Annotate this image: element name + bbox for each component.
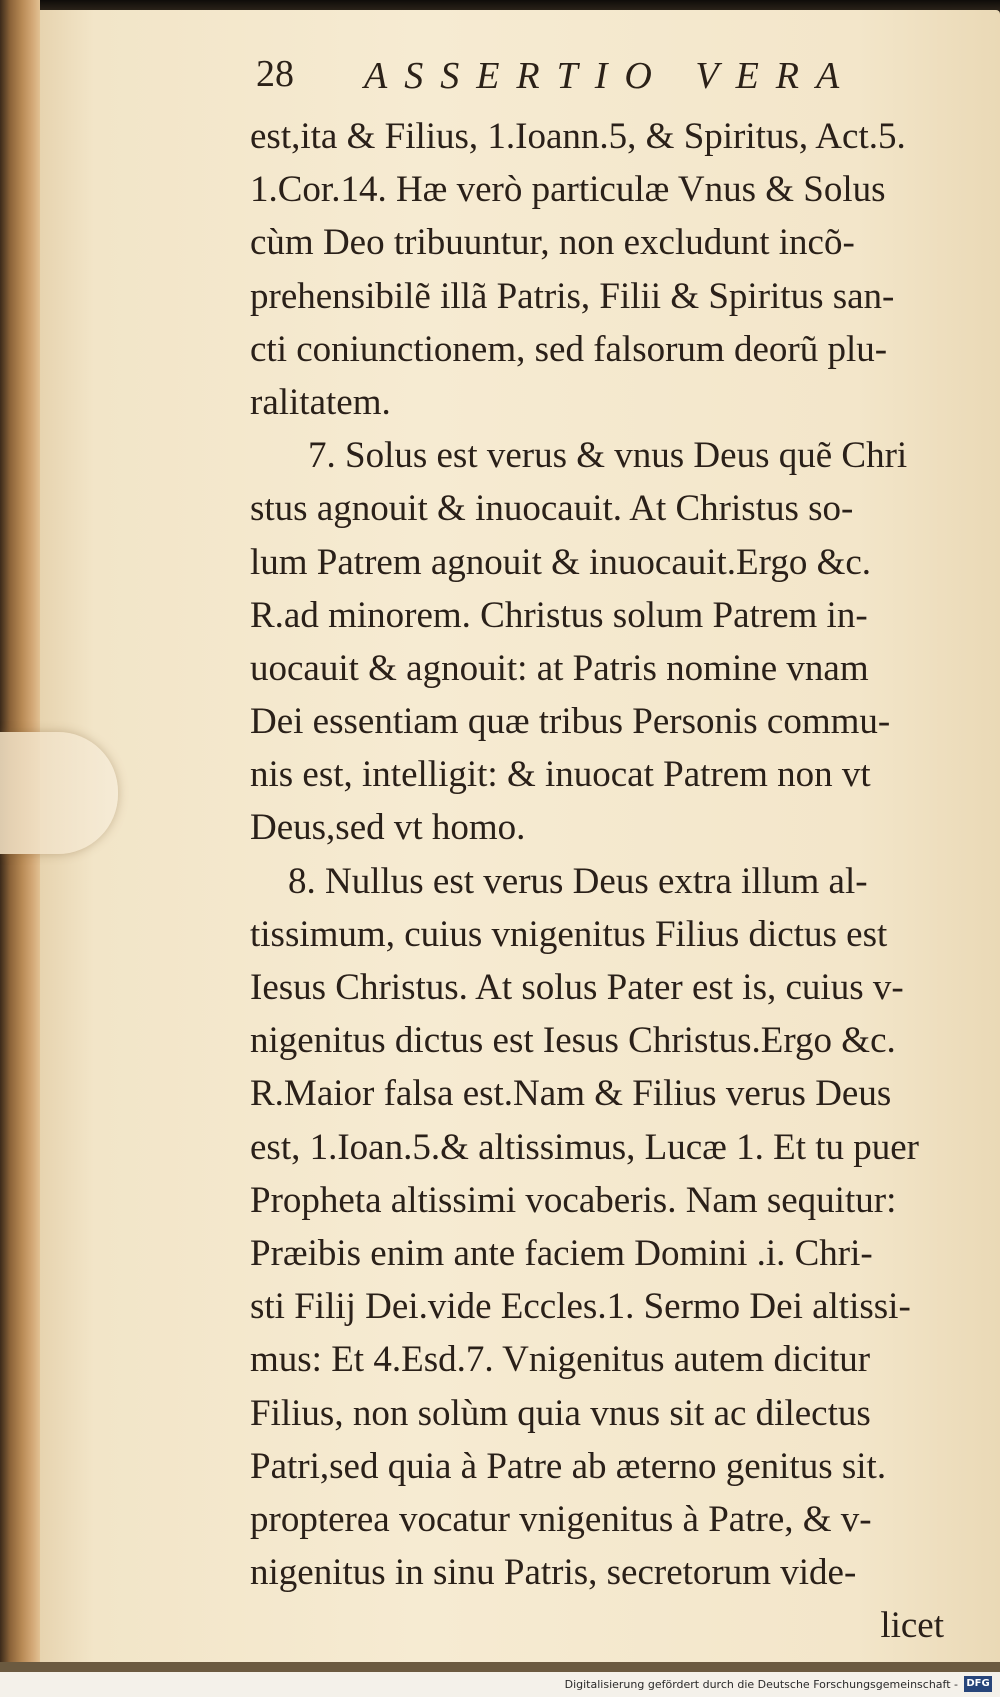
- text-line: cùm Deo tribuuntur, non excludunt incõ-: [250, 222, 855, 264]
- text-line: mus: Et 4.Esd.7. Vnigenitus autem dicitur: [250, 1339, 871, 1381]
- text-line: Iesus Christus. At solus Pater est is, cuius v-: [250, 967, 904, 1008]
- page-clip: [0, 732, 118, 854]
- text-line: Præibis enim ante faciem Domini .i. Chri-: [250, 1232, 873, 1274]
- text-line: Patri,sed quia à Patre ab æterno genitus sit.: [250, 1445, 887, 1487]
- book-bottom-edge: [0, 1662, 1000, 1672]
- running-title: ASSERTIO VERA: [364, 55, 857, 97]
- digitization-credit: Digitalisierung gefördert durch die Deutsche Forschungsgemeinschaft -: [564, 1678, 958, 1691]
- page-header: [256, 52, 916, 108]
- text-line: cti coniunctionem, sed falsorum deorũ plu-: [250, 328, 888, 370]
- text-line: est, 1.Ioan.5.& altissimus, Lucæ 1. Et tu puer: [250, 1126, 919, 1168]
- text-line: Deus,sed vt homo.: [250, 807, 526, 849]
- text-line: Filius, non solùm quia vnus sit ac dilectus: [250, 1392, 871, 1434]
- text-line: propterea vocatur vnigenitus à Patre, & v-: [250, 1498, 872, 1540]
- text-line: 8. Nullus est verus Deus extra illum al-: [288, 860, 868, 902]
- text-line: Dei essentiam quæ tribus Personis commu-: [250, 701, 891, 743]
- text-line: est,ita & Filius, 1.Ioann.5, & Spiritus, Act.5.: [250, 116, 906, 157]
- text-line: sti Filij Dei.vide Eccles.1. Sermo Dei altissi-: [250, 1286, 911, 1328]
- text-line: nigenitus in sinu Patris, secretorum vide-: [250, 1552, 857, 1594]
- page-number: 28: [256, 53, 294, 95]
- text-line: tissimum, cuius vnigenitus Filius dictus est: [250, 913, 888, 955]
- body-text: [250, 110, 950, 1652]
- text-line: 7. Solus est verus & vnus Deus quẽ Chri: [308, 435, 908, 477]
- text-line: R.ad minorem. Christus solum Patrem in-: [250, 594, 868, 636]
- dfg-logo: DFG: [964, 1676, 992, 1692]
- text-line: stus agnouit & inuocauit. At Christus so-: [250, 488, 854, 530]
- text-line: 1.Cor.14. Hæ verò particulæ Vnus & Solus: [250, 169, 886, 211]
- text-line: nis est, intelligit: & inuocat Patrem non vt: [250, 754, 871, 796]
- text-line: prehensibilẽ illã Patris, Filii & Spiritus san-: [250, 275, 895, 317]
- text-line: uocauit & agnouit: at Patris nomine vnam: [250, 647, 869, 689]
- catchword: licet: [880, 1605, 944, 1647]
- text-line: R.Maior falsa est.Nam & Filius verus Deus: [250, 1073, 892, 1115]
- text-line: ralitatem.: [250, 381, 391, 423]
- text-line: nigenitus dictus est Iesus Christus.Ergo &c.: [250, 1020, 896, 1062]
- text-line: lum Patrem agnouit & inuocauit.Ergo &c.: [250, 541, 872, 583]
- text-line: Propheta altissimi vocaberis. Nam sequitur:: [250, 1179, 897, 1221]
